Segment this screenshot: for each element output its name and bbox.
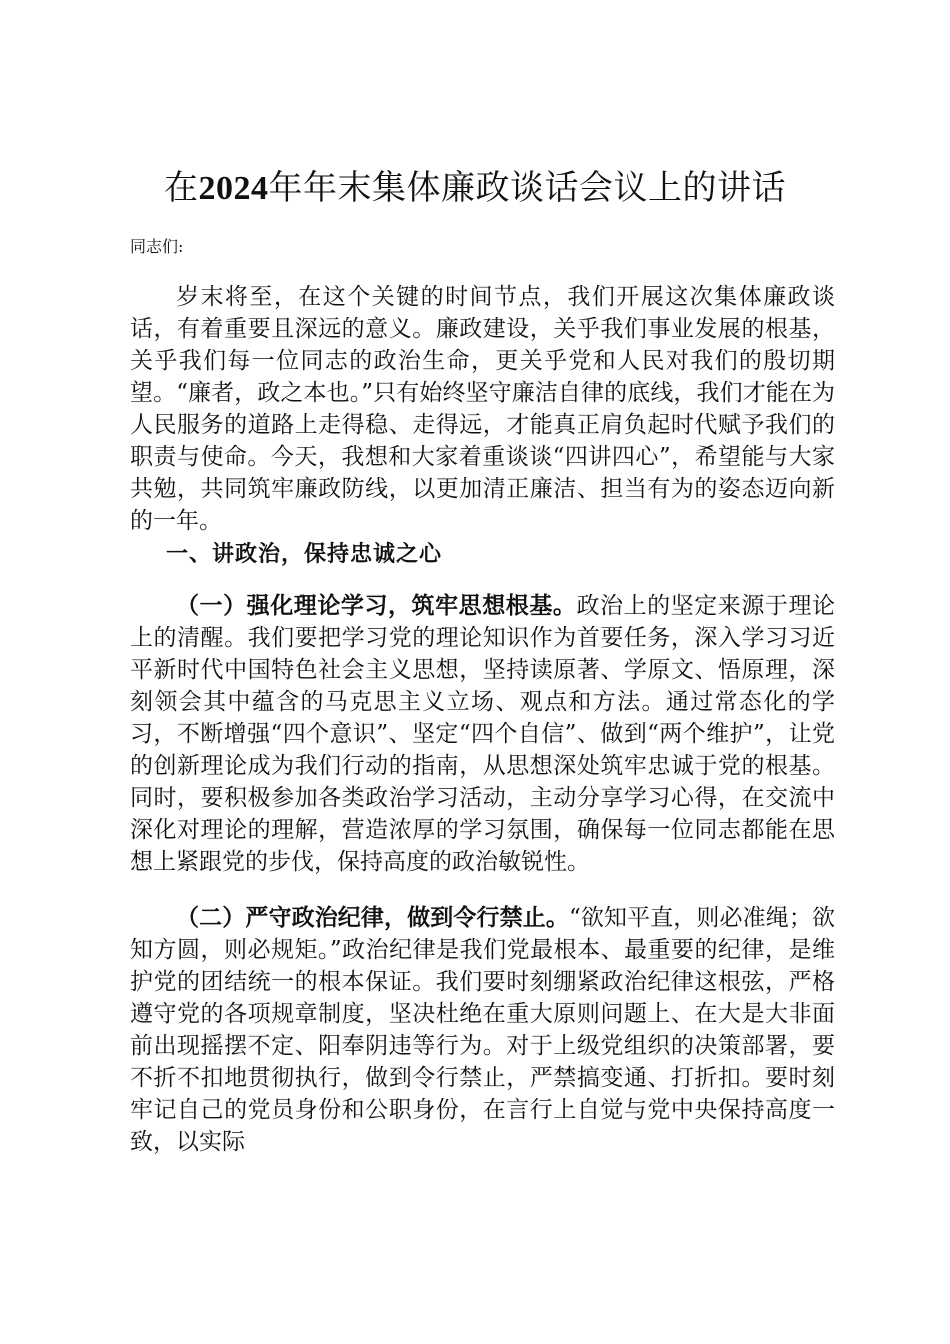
title-suffix: 年年末集体廉政谈话会议上的讲话 [268, 168, 786, 208]
title-prefix: 在 [164, 168, 199, 208]
subsection-text-1: 政治上的坚定来源于理论上的清醒。我们要把学习党的理论知识作为首要任务，深入学习习近平新时代中国特色社会主义思想，坚持读原著、学原文、悟原理，深刻领会其中蕴含的马克思主义立场、观点和方法。通过常态化的学习，不断增强“四个意识”、坚定“四个自信”、做到“两个维护”，让党的创新理论成为我们行动的指南，从思想深处筑牢忠诚于党的根基。同时，要积极参加各类政治学习活动，主动分享学习心得，在交流中深化对理论的理解，营造浓厚的学习氛围，确保每一位同志都能在思想上紧跟党的步伐，保持高度的政治敏锐性。 [130, 593, 836, 875]
intro-paragraph: 岁末将至，在这个关键的时间节点，我们开展这次集体廉政谈话，有着重要且深远的意义。廉政建设，关乎我们事业发展的根基，关乎我们每一位同志的政治生命，更关乎党和人民对我们的殷切期望。“廉者，政之本也。”只有始终坚守廉洁自律的底线，我们才能在为人民服务的道路上走得稳、走得远，才能真正肩负起时代赋予我们的职责与使命。今天，我想和大家着重谈谈“四讲四心”，希望能与大家共勉，共同筑牢廉政防线，以更加清正廉洁、担当有为的姿态迈向新的一年。 [130, 284, 835, 534]
subsection-lead-1: （一）强化理论学习，筑牢思想根基。 [176, 592, 577, 619]
title-year: 2024 [198, 170, 269, 207]
subsection-text-2: “欲知平直，则必准绳；欲知方圆，则必规矩。”政治纪律是我们党最根本、最重要的纪律，是维护党的团结统一的根本保证。我们要时刻绷紧政治纪律这根弦，严格遵守党的各项规章制度，坚决杜绝在重大原则问题上、在大是大非面前出现摇摆不定、阳奉阴违等行为。对于上级党组织的决策部署，要不折不扣地贯彻执行，做到令行禁止，严禁搞变通、打折扣。要时刻牢记自己的党员身份和公职身份，在言行上自觉与党中央保持高度一致，以实际 [130, 905, 835, 1155]
subsection-lead-2: （二）严守政治纪律，做到令行禁止。 [176, 904, 569, 931]
subsection-paragraph-2 [130, 902, 835, 1158]
salutation: 同志们: [130, 237, 184, 256]
document-title [100, 163, 850, 214]
subsection-paragraph-1 [130, 590, 835, 878]
section-heading-1: 一、讲政治，保持忠诚之心 [166, 541, 443, 567]
